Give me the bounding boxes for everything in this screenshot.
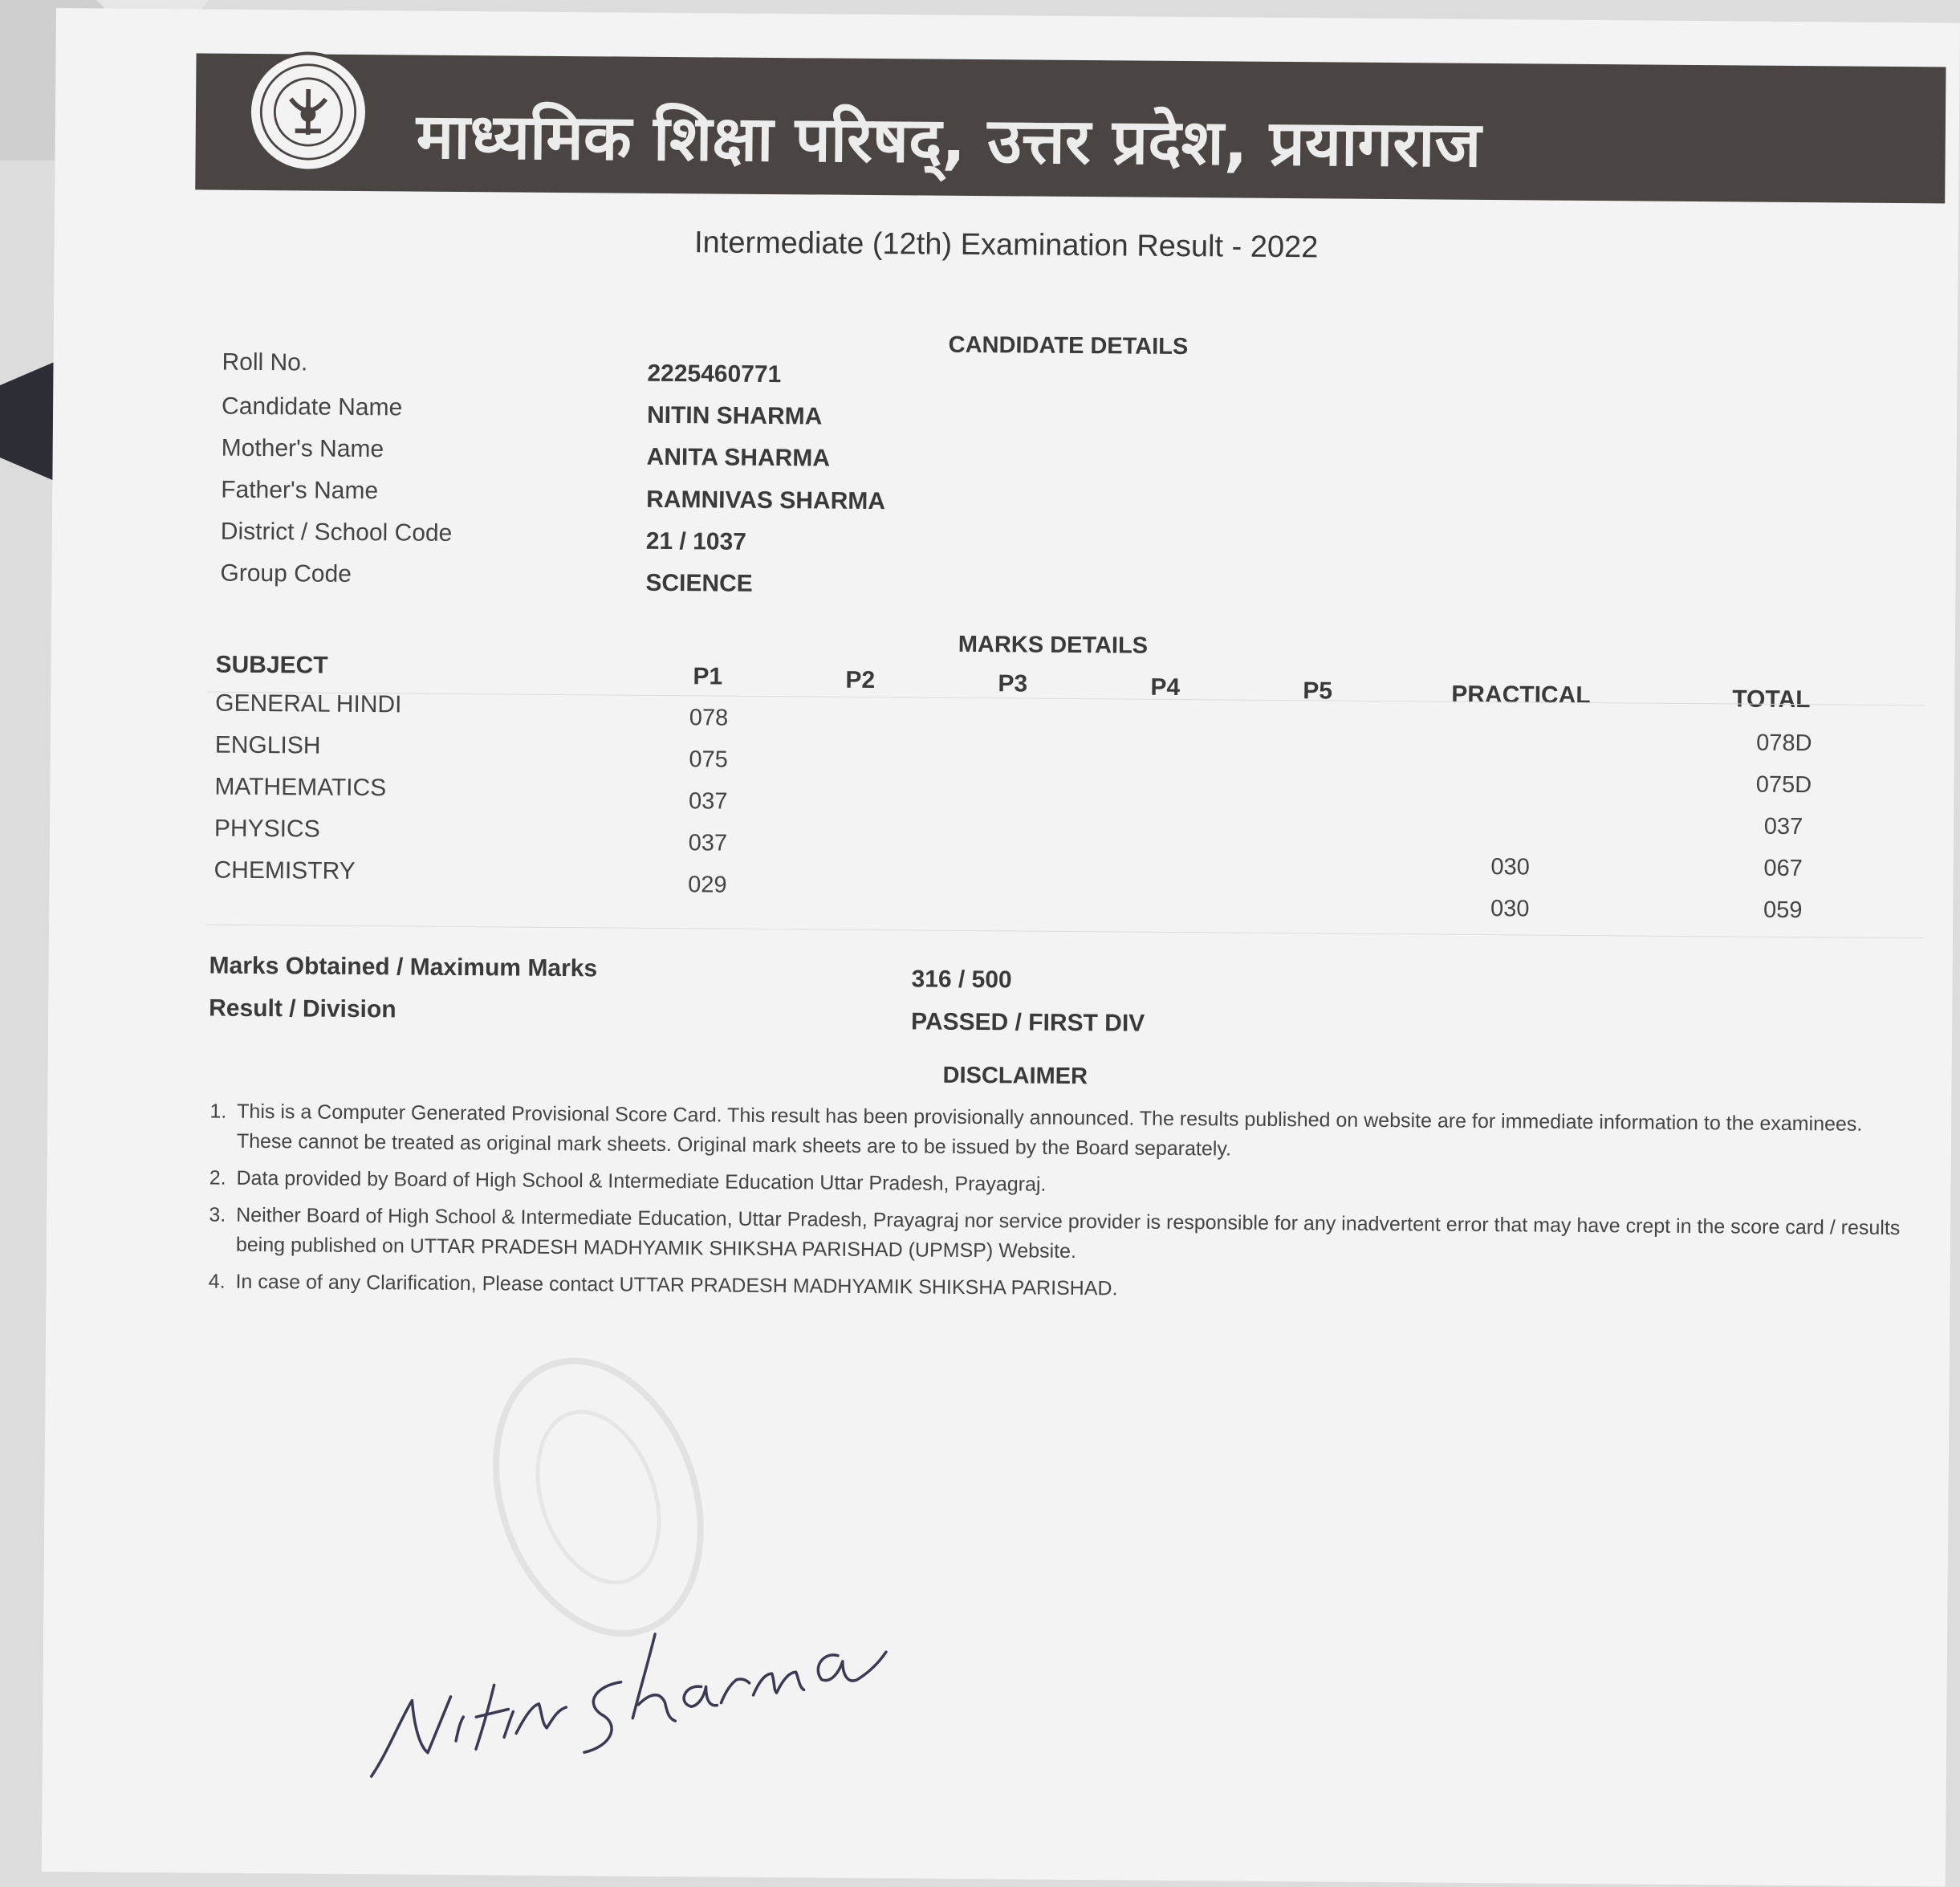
total-physics: 067 [1763,855,1803,882]
disclaimer-item: 4. In case of any Clarification, Please contact UTTAR PRADESH MADHYAMIK SHIKSHA PARISHAD. [230,1267,1900,1310]
district-school-code-label: District / School Code [220,518,453,547]
p1-chemistry: 029 [688,872,727,898]
father-name-label: Father's Name [221,476,379,505]
marks-obtained-label: Marks Obtained / Maximum Marks [209,952,598,982]
p1-header: P1 [693,663,723,690]
p3-header: P3 [998,670,1028,697]
total-english: 075D [1755,771,1812,799]
p1-mathematics: 037 [688,788,728,815]
p1-general-hindi: 078 [689,705,729,731]
subject-header: SUBJECT [215,651,328,679]
result-sheet [42,8,1960,1887]
group-code-value: SCIENCE [645,569,753,597]
disclaimer-item: 1. This is a Computer Generated Provisional Score Card. This result has been provisionally announced. The results published on website are for immediate information to the examinees. These cannot be treated as original mark sheets. Original mark sheets are to be issued by the Board separately. [232,1097,1902,1169]
district-school-code-value: 21 / 1037 [645,527,747,555]
paper-edge-tab [0,361,56,482]
result-division-value: PASSED / FIRST DIV [910,1008,1145,1037]
marks-obtained-value: 316 / 500 [911,966,1012,994]
board-name: माध्यमिक शिक्षा परिषद्, उत्तर प्रदेश, प्रयागराज [416,100,1482,181]
roll-no-value: 2225460771 [647,360,782,388]
practical-header: PRACTICAL [1451,681,1591,710]
subject-mathematics: MATHEMATICS [214,773,387,802]
group-code-label: Group Code [220,559,352,588]
total-header: TOTAL [1732,685,1811,714]
disclaimer-title: DISCLAIMER [942,1062,1088,1090]
emblem-seal-icon [250,55,365,169]
subject-english: ENGLISH [214,731,321,759]
marks-details-title: MARKS DETAILS [958,631,1149,659]
candidate-name-value: NITIN SHARMA [646,401,823,430]
p4-header: P4 [1150,673,1181,702]
p5-header: P5 [1303,677,1333,705]
mother-name-value: ANITA SHARMA [646,443,831,472]
disclaimer-list [198,1096,1901,1317]
subject-general-hindi: GENERAL HINDI [215,689,402,718]
practical-value: 030 [1490,854,1530,880]
subject-physics: PHYSICS [213,815,320,843]
p1-english: 075 [689,746,728,773]
roll-no-label: Roll No. [222,348,308,376]
result-division-label: Result / Division [209,994,396,1023]
total-general-hindi: 078D [1756,730,1812,757]
row-divider [207,692,1925,706]
candidate-name-label: Candidate Name [221,392,403,421]
candidate-details-title: CANDIDATE DETAILS [948,331,1189,360]
p2-header: P2 [845,666,876,694]
subject-chemistry: CHEMISTRY [213,856,356,885]
board-emblem [247,51,368,173]
handwritten-signature [355,1511,935,1805]
father-name-value: RAMNIVAS SHARMA [646,486,886,515]
mother-name-label: Mother's Name [221,434,384,463]
total-mathematics: 037 [1763,813,1803,840]
disclaimer-item: 2. Data provided by Board of High School & Intermediate Education Uttar Pradesh, Prayagraj. [231,1164,1901,1206]
total-chemistry: 059 [1763,897,1803,924]
row-divider [205,924,1923,938]
disclaimer-item: 3. Neither Board of High School & Intermediate Education, Uttar Pradesh, Prayagraj nor service provider is responsible for any inadvertent error that may have crept in the score card / results being published on UTTAR PRADESH MADHYAMIK SHIKSHA PARISHAD (UPMSP) Website. [231,1201,1901,1273]
exam-title: Intermediate (12th) Examination Result - 2022 [693,226,1319,265]
practical-value: 030 [1490,896,1530,922]
p1-physics: 037 [688,830,728,856]
